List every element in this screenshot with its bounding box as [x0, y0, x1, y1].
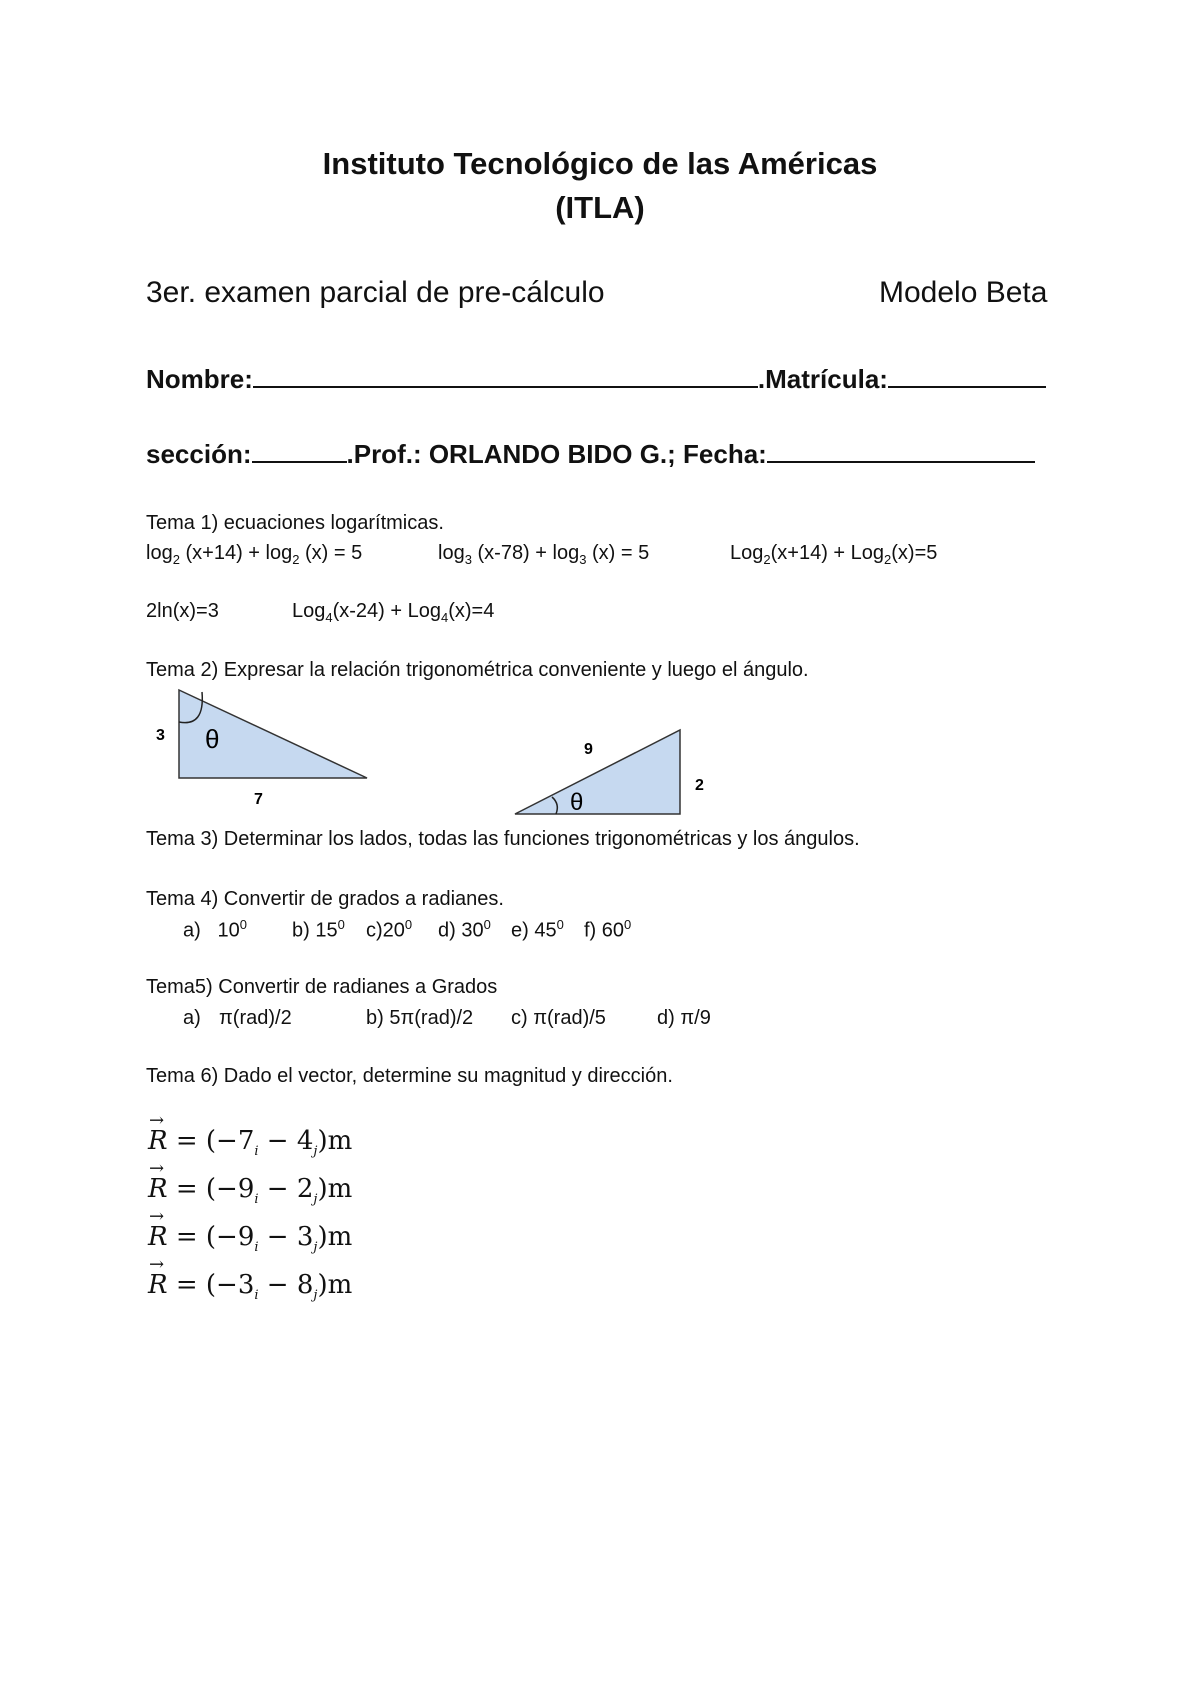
matricula-label: .Matrícula:	[757, 364, 888, 394]
triangle-1	[150, 682, 380, 812]
tema5-item-c: c) π(rad)/5	[511, 1007, 606, 1029]
fecha-blank[interactable]	[767, 437, 1035, 463]
name-blank[interactable]	[253, 362, 758, 388]
institute-title: Instituto Tecnológico de las Américas	[322, 146, 878, 181]
vector-equation-1: → $R = (-7_i - 4_j)m$	[148, 1126, 352, 1159]
tema1-title: Tema 1) ecuaciones logarítmicas.	[146, 512, 444, 534]
tema6-title: Tema 6) Dado el vector, determine su magnitud y dirección.	[146, 1065, 673, 1087]
tema5-item-d: d) π/9	[657, 1007, 711, 1029]
seccion-label: sección:	[146, 439, 252, 469]
matricula-blank[interactable]	[888, 362, 1046, 388]
triangle-1-theta: θ	[205, 724, 220, 754]
triangle-2	[510, 722, 720, 822]
vector-equation-3: → $R = (-9_i - 3_j)m$	[148, 1222, 352, 1255]
vector-equation-2: → $R = (-9_i - 2_j)m$	[148, 1174, 352, 1207]
exam-title: 3er. examen parcial de pre-cálculo	[146, 276, 605, 309]
tema5-item-b: b) 5π(rad)/2	[366, 1007, 474, 1029]
tema3-title: Tema 3) Determinar los lados, todas las funciones trigonométricas y los ángulos.	[146, 828, 860, 850]
triangle-2-shape	[515, 730, 680, 814]
name-label: Nombre:	[146, 364, 253, 394]
section-row	[146, 437, 1035, 470]
ln-equation: 2ln(x)=3	[146, 600, 219, 622]
log-equation-3: Log$_2$(x+14) + Log$_2$(x)=5	[730, 542, 938, 567]
tema2-title: Tema 2) Expresar la relación trigonométrica conveniente y luego el ángulo.	[146, 659, 809, 681]
tema4-item-f: f) $60^0$	[584, 917, 632, 942]
tema4-item-a: a) $10^0$	[183, 917, 247, 942]
tema4-item-e: e) $45^0$	[511, 917, 564, 942]
seccion-blank[interactable]	[252, 437, 347, 463]
tema4-item-b: b) $15^0$	[292, 917, 345, 942]
triangle-2-side-a: 9	[584, 741, 593, 758]
log-equation-5: Log$_4$(x-24) + Log$_4$(x)=4	[292, 600, 495, 625]
tema5-title: Tema5) Convertir de radianes a Grados	[146, 976, 498, 998]
tema4-item-c: $c)20^0$	[366, 917, 413, 942]
institute-acronym: (ITLA)	[555, 190, 645, 225]
triangle-1-side-a: 3	[156, 727, 165, 744]
tema4-item-d: d) $30^0$	[438, 917, 491, 942]
tema5-item-a-label: a)	[183, 1007, 201, 1029]
prof-label: .Prof.: ORLANDO BIDO G.; Fecha:	[346, 439, 767, 469]
tema5-item-a: π(rad)/2	[219, 1007, 292, 1029]
triangle-2-side-b: 2	[695, 777, 704, 794]
tema4-title: Tema 4) Convertir de grados a radianes.	[146, 888, 504, 910]
log-equation-1: $\log_2 (x+14) + \log_2 (x) = 5$	[146, 542, 363, 567]
name-row	[146, 362, 1046, 395]
log-equation-2: $\log_3 (x-78) + \log_3 (x) = 5$	[438, 542, 650, 567]
model-label: Modelo Beta	[879, 276, 1048, 309]
triangle-2-theta: θ	[570, 789, 584, 816]
triangle-1-side-b: 7	[254, 791, 263, 808]
vector-equation-4: → $R = (-3_i - 8_j)m$	[148, 1270, 352, 1303]
